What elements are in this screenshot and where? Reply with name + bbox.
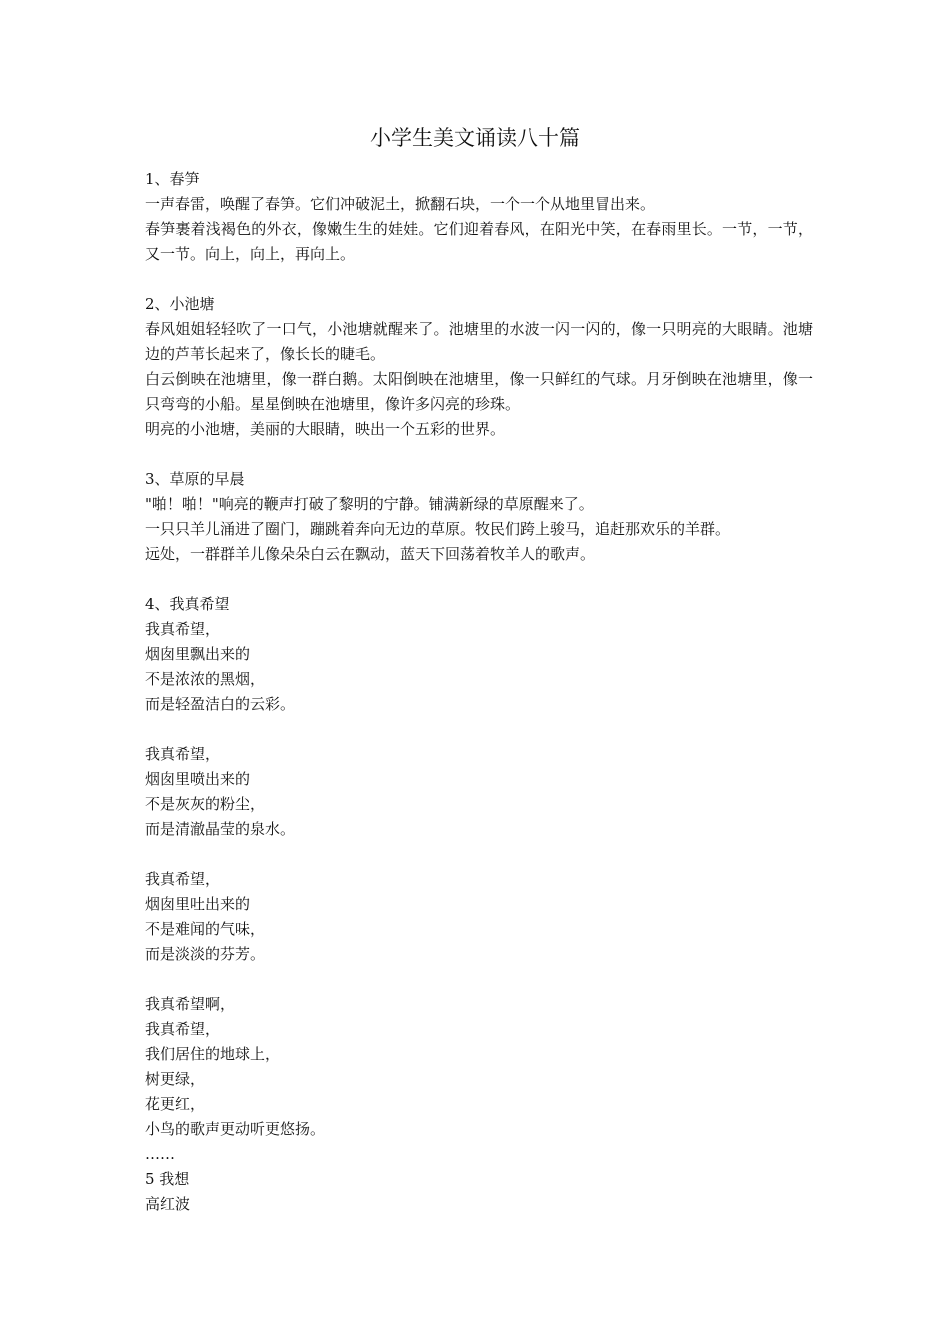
poem-line: 我们居住的地球上，	[145, 1045, 281, 1063]
poem-line: 我真希望，	[145, 745, 221, 763]
paragraph: "啪！啪！"响亮的鞭声打破了黎明的宁静。铺满新绿的草原醒来了。	[145, 495, 594, 513]
poem-line: 树更绿，	[145, 1070, 206, 1088]
poem-ellipsis: ……	[145, 1145, 175, 1163]
spacer	[145, 967, 813, 992]
paragraph: 明亮的小池塘，美丽的大眼睛，映出一个五彩的世界。	[145, 420, 506, 438]
section-heading: 2、小池塘	[145, 295, 215, 313]
poem-line: 而是淡淡的芬芳。	[145, 945, 266, 963]
poem-line: 不是难闻的气味，	[145, 920, 266, 938]
paragraph: 春笋裹着浅褐色的外衣，像嫩生生的娃娃。它们迎着春风，在阳光中笑，在春雨里长。一节，一节，又一节。向上，向上，再向上。	[145, 220, 813, 263]
poem-line: 我真希望，	[145, 620, 221, 638]
poem-line: 我真希望，	[145, 1020, 221, 1038]
spacer	[145, 717, 813, 742]
spacer	[145, 442, 813, 467]
section-heading: 5 我想	[145, 1170, 190, 1188]
document-body	[145, 167, 813, 1217]
poem-line: 不是浓浓的黑烟，	[145, 670, 266, 688]
paragraph: 春风姐姐轻轻吹了一口气，小池塘就醒来了。池塘里的水波一闪一闪的，像一只明亮的大眼睛。池塘边的芦苇长起来了，像长长的睫毛。	[145, 320, 813, 363]
section-heading: 4、我真希望	[145, 595, 230, 613]
poem-line: 而是轻盈洁白的云彩。	[145, 695, 296, 713]
paragraph: 远处，一群群羊儿像朵朵白云在飘动，蓝天下回荡着牧羊人的歌声。	[145, 545, 596, 563]
poem-line: 小鸟的歌声更动听更悠扬。	[145, 1120, 326, 1138]
poem-line: 我真希望，	[145, 870, 221, 888]
poem-line: 花更红，	[145, 1095, 206, 1113]
spacer	[145, 567, 813, 592]
paragraph: 一声春雷，唤醒了春笋。它们冲破泥土，掀翻石块，一个一个从地里冒出来。	[145, 195, 656, 213]
spacer	[145, 267, 813, 292]
poem-line: 烟囱里喷出来的	[145, 770, 251, 788]
poem-line: 我真希望啊，	[145, 995, 236, 1013]
spacer	[145, 842, 813, 867]
poem-line: 而是清澈晶莹的泉水。	[145, 820, 296, 838]
paragraph: 一只只羊儿涌进了圈门，蹦跳着奔向无边的草原。牧民们跨上骏马，追赶那欢乐的羊群。	[145, 520, 731, 538]
poem-line: 烟囱里吐出来的	[145, 895, 251, 913]
document-title: 小学生美文诵读八十篇	[370, 126, 580, 150]
poem-line: 烟囱里飘出来的	[145, 645, 251, 663]
poem-line: 不是灰灰的粉尘，	[145, 795, 266, 813]
author-name: 高红波	[145, 1195, 191, 1213]
section-heading: 3、草原的早晨	[145, 470, 245, 488]
paragraph: 白云倒映在池塘里，像一群白鹅。太阳倒映在池塘里，像一只鲜红的气球。月牙倒映在池塘里，像一只弯弯的小船。星星倒映在池塘里，像许多闪亮的珍珠。	[145, 370, 813, 413]
section-heading: 1、春笋	[145, 170, 200, 188]
